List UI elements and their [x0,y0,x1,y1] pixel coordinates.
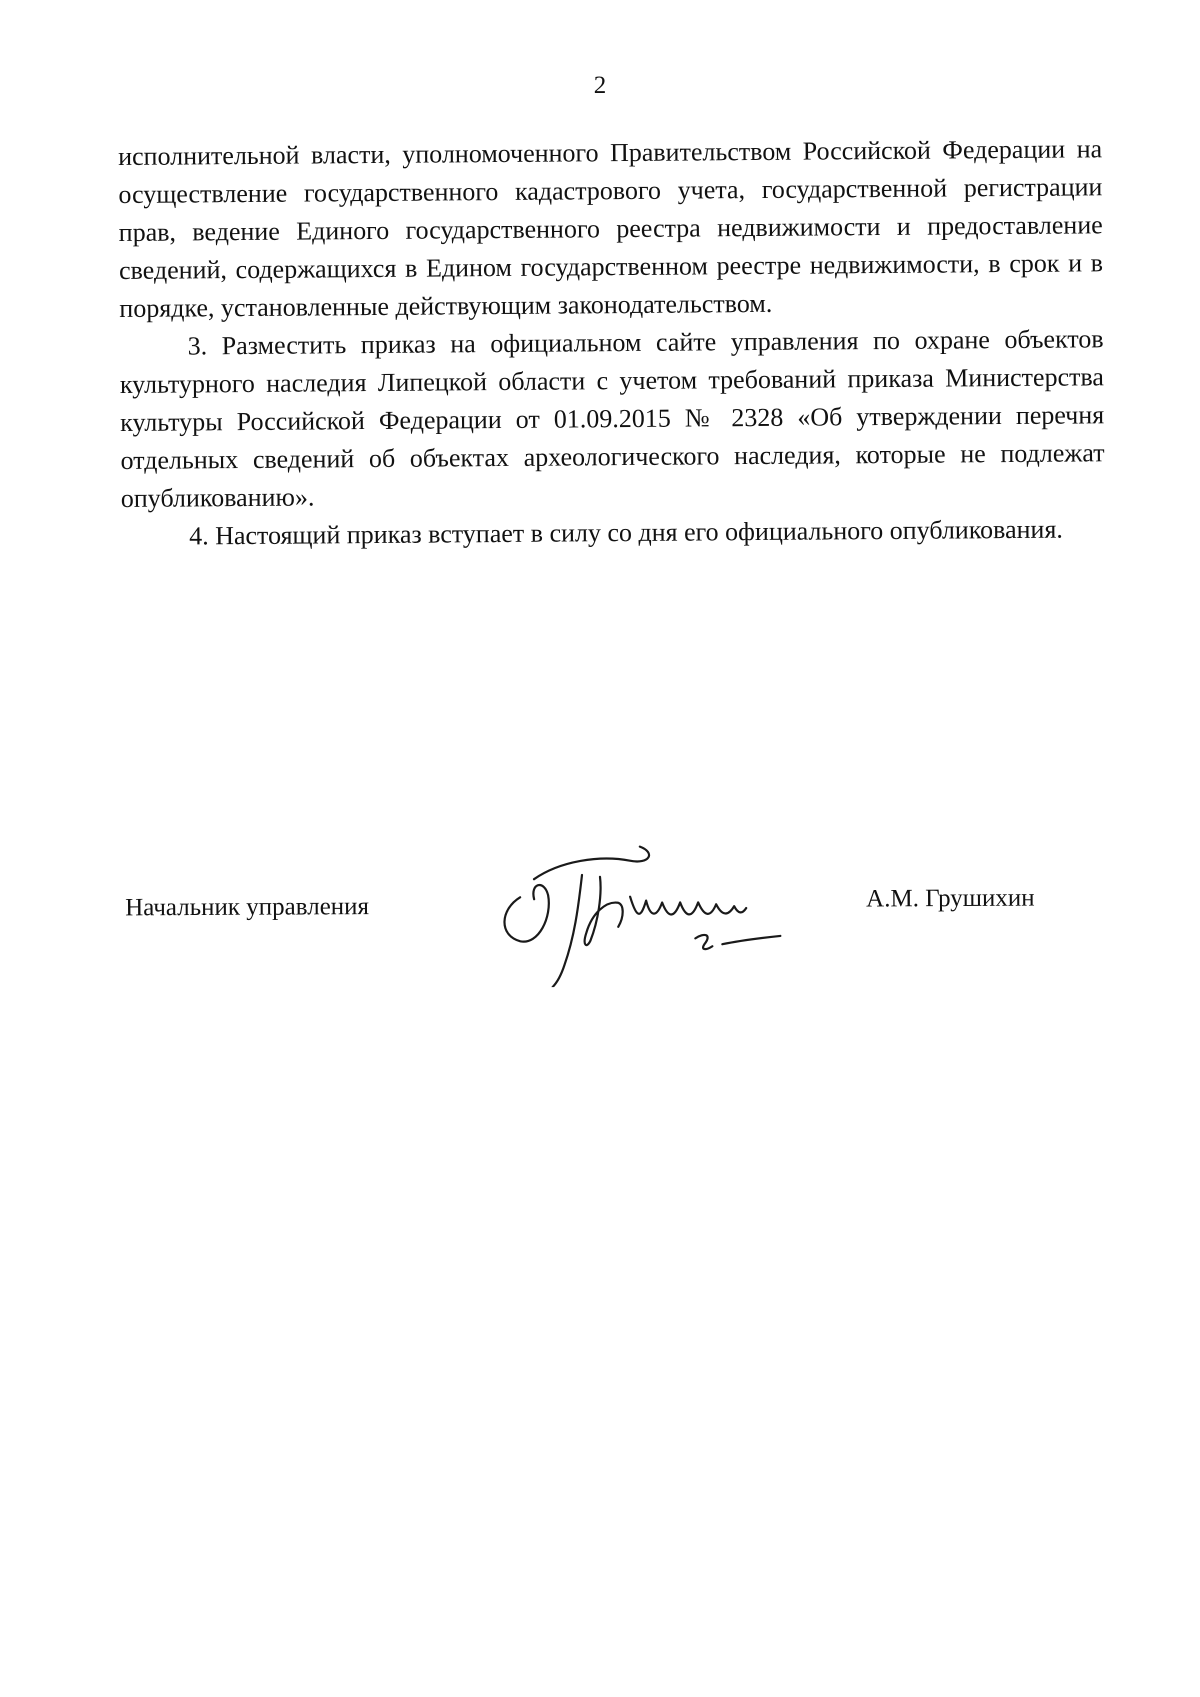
signatory-position: Начальник управления [125,893,370,922]
document-body [118,130,1105,556]
paragraph-item-3: 3. Разместить приказ на официальном сайте управления по охране объектов культурного наследия Липецкой области с учетом требований приказа Министерства культуры Российской Федерации от 01.09.2015 № 2328 «Об утверждении перечня отдельных сведений об объектах археологического наследия, которые не подлежат опубликованию». [119,324,1105,513]
handwritten-signature [490,816,831,988]
signatory-name: А.М. Грушихин [866,884,1035,913]
page-number: 2 [593,72,607,99]
signature-block [0,872,1200,1038]
paragraph-continuation: исполнительной власти, уполномоченного Правительством Российской Федерации на осуществление государственного кадастрового учета, государственной регистрации прав, ведение Единого государственного реестра недвижимости и предоставление сведений, содержащихся в Едином государственном реестре недвижимости, в срок и в порядке, установленные действующим законодательством. [118,134,1104,323]
paragraph-item-4: 4. Настоящий приказ вступает в силу со дня его официального опубликования. [189,514,1063,551]
